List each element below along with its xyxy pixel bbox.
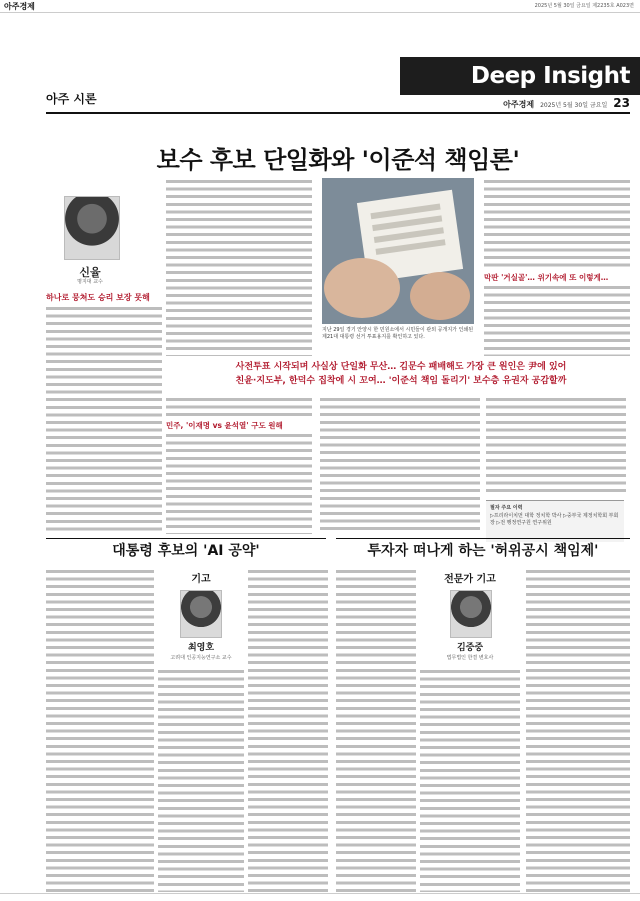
body-column-1 xyxy=(46,305,162,535)
lower-right-author-role: 법무법인 한결 변호사 xyxy=(446,655,494,661)
deep-insight-title: Deep Insight xyxy=(400,57,640,95)
body-column-3 xyxy=(320,396,480,534)
main-headline: 보수 후보 단일화와 '이준석 책임론' xyxy=(156,146,520,174)
lower-right-author-photo xyxy=(450,590,492,638)
lower-left-body-1 xyxy=(46,568,154,892)
body-column-2b xyxy=(166,396,312,416)
masthead-logo: 아주경제 xyxy=(4,2,35,11)
lower-right-body-2 xyxy=(420,668,520,892)
body-column-4b xyxy=(484,284,630,356)
body-column-2c xyxy=(166,432,312,534)
author-name: 신율 xyxy=(79,266,101,279)
header-meta xyxy=(470,96,630,110)
lower-left-author-name: 최영호 xyxy=(187,643,215,653)
lower-right-headline: 투자자 떠나게 하는 '허위공시 책임제' xyxy=(367,543,599,559)
lower-right-rule xyxy=(336,538,630,539)
lower-right-body-3 xyxy=(526,568,630,892)
lower-left-author-photo xyxy=(180,590,222,638)
lower-left-body-3 xyxy=(248,568,328,892)
deck-line-1: 사전투표 시작되며 사실상 단일화 무산… 김문수 패배해도 가장 큰 원인은 尹에 있어 xyxy=(235,362,567,372)
lower-right-body-1 xyxy=(336,568,416,892)
page-number: 23 xyxy=(613,96,630,110)
note-box-title: 필자 주요 이력 xyxy=(490,505,523,511)
lower-left-rule xyxy=(46,538,326,539)
masthead-meta: 2025년 5월 30일 금요일 제2235호 A023면 xyxy=(534,3,634,9)
lower-right-author-name: 김중중 xyxy=(456,643,484,653)
subhead-3: 막판 '거실골'… 위기속에 또 이렇게… xyxy=(484,273,609,282)
author-note-box xyxy=(486,500,624,542)
header-date: 2025년 5월 30일 금요일 xyxy=(540,102,608,109)
deck xyxy=(166,360,636,388)
section-label: 아주 시론 xyxy=(46,92,97,106)
body-column-4c xyxy=(486,396,626,496)
lower-left-body-2 xyxy=(158,668,244,892)
body-column-2 xyxy=(166,178,312,356)
body-column-4a xyxy=(484,178,630,270)
header-paper: 아주경제 xyxy=(503,100,535,109)
bottom-rule xyxy=(0,893,640,894)
lower-right-kigo: 전문가 기고 xyxy=(444,574,496,585)
lower-left-author-role: 고려대 인공지능연구소 교수 xyxy=(170,655,232,661)
news-photo xyxy=(322,178,474,324)
author-role: 명지대 교수 xyxy=(77,279,103,285)
photo-caption: 지난 29일 경기 안양시 한 민원소에서 시민들이 관외 공개지가 인쇄된 제21대 대통령 선거 투표용지를 확인하고 있다. xyxy=(322,327,474,340)
lower-left-headline: 대통령 후보의 'AI 공약' xyxy=(112,543,260,559)
subhead-1: 하나로 뭉쳐도 승리 보장 못해 xyxy=(46,293,150,302)
deck-line-2: 친윤·지도부, 한덕수 집착에 시 꼬여… '이준석 책임 돌리기' 보수층 유권자 공감할까 xyxy=(235,376,567,386)
lower-left-kigo: 기고 xyxy=(191,574,211,585)
header-rule xyxy=(46,112,630,114)
subhead-2: 민주, '이재명 vs 윤석열' 구도 원해 xyxy=(166,421,283,430)
author-photo xyxy=(64,196,120,260)
note-box-text: ▷프리라이치먼 대학 정치학 박사 ▷중부국 제정치학회 부회장 ▷전 행정연구원 연구위원 xyxy=(490,512,619,526)
